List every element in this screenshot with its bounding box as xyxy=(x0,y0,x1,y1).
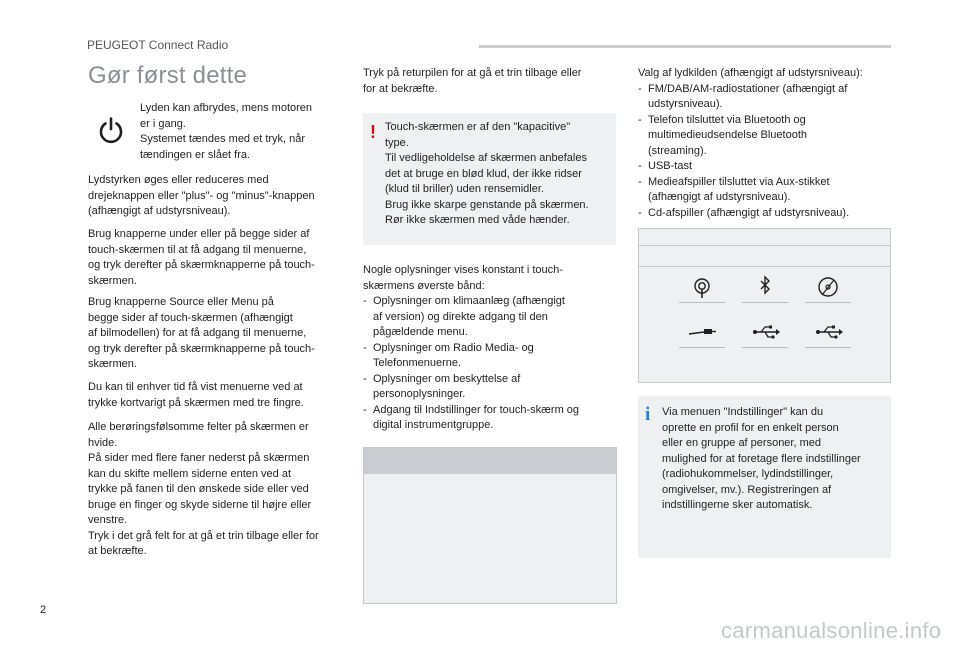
page-title: Gør først dette xyxy=(88,62,248,89)
watermark: carmanualsonline.info xyxy=(721,618,942,643)
info-text: Via menuen "Indstillinger" kan du oprette en profil for en enkelt person eller en gruppe af personer, med mulighed for at foretage flere indstillinger (radiohukommelser, lydindstillinger, omgivelser, mv.). Registreringen af indstillingerne sker automatisk. xyxy=(662,406,861,511)
running-header: PEUGEOT Connect Radio xyxy=(87,38,229,52)
page-number: 2 xyxy=(40,604,47,616)
header-rule xyxy=(479,45,891,48)
usb-icon xyxy=(810,319,846,347)
warning-text: Touch-skærmen er af den "kapacitive" type. Til vedligeholdelse af skærmen anbefales det at bruge en blød klud, der ikke ridser (klud til briller) uden rensemidler. Brug ikke skarpe genstande på skærmen. Rør ikke skærmen med våde hænder. xyxy=(385,121,589,226)
cd-icon xyxy=(810,274,846,302)
buttons-paragraph: Brug knapperne under eller på begge sider af touch-skærmen til at få adgang til menuerne, og tryk derefter på skærmknapperne på touch- skærmen. xyxy=(88,228,315,287)
volume-paragraph: Lydstyrken øges eller reduceres med drejeknappen eller "plus"- og "minus"-knappen (afhængigt af udstyrsniveau). xyxy=(88,174,315,217)
status-bar-intro: Nogle oplysninger vises konstant i touch- skærmens øverste bånd: - Oplysninger om klimaanlæg (afhængigt af version) og direkte adgang til den pågældende menu. - Oplysninger om Radio Media- og Telefonmenuerne. - Oplysninger om beskyttelse af personoplysninger. - Adgang til Indstillinger for touch-skærm og digital instrumentgruppe. xyxy=(363,264,580,431)
radio-icon xyxy=(684,274,720,302)
power-description: Lyden kan afbrydes, mens motoren er i gang. Systemet tændes med et tryk, når tændingen er slået fra. xyxy=(140,102,313,161)
info-icon: i xyxy=(645,404,651,425)
warning-icon: ! xyxy=(370,122,376,142)
return-arrow-paragraph: Tryk på returpilen for at gå et trin tilbage eller for at bekræfte. xyxy=(363,67,582,95)
usb-icon xyxy=(747,319,783,347)
source-menu-paragraph: Brug knapperne Source eller Menu på begge sider af touch-skærmen (afhængigt af bilmodellen) for at få adgang til menuerne, og tryk derefter på skærmknapperne på touch- skærmen. xyxy=(88,296,315,370)
touch-fields-paragraph: Alle berøringsfølsomme felter på skærmen er hvide. På sider med flere faner nederst på skærmen kan du skifte mellem siderne enten ved at trykke på fanen til den ønskede side eller ved bruge en finger og skyde siderne til højre eller venstre. Tryk i det grå felt for at gå et trin tilbage eller for at bekræfte. xyxy=(88,421,319,557)
power-icon xyxy=(96,115,126,145)
three-fingers-paragraph: Du kan til enhver tid få vist menuerne ved at trykke kortvarigt på skærmen med tre fingre. xyxy=(88,381,304,409)
screen-illustration xyxy=(363,447,617,604)
audio-source-list: Valg af lydkilden (afhængigt af udstyrsniveau): - FM/DAB/AM-radiostationer (afhængigt af udstyrsniveau). - Telefon tilsluttet via Bluetooth og multimedieudsendelse Bluetooth (streaming). - USB-tast - Medieafspiller tilsluttet via Aux-stikket (afhængigt af udstyrsniveau). - Cd-afspiller (afhængigt af udstyrsniveau). xyxy=(638,67,863,219)
source-selection-screen xyxy=(638,228,891,383)
aux-jack-icon xyxy=(684,319,720,347)
bluetooth-icon xyxy=(747,274,783,302)
screen-top-band xyxy=(364,448,616,474)
